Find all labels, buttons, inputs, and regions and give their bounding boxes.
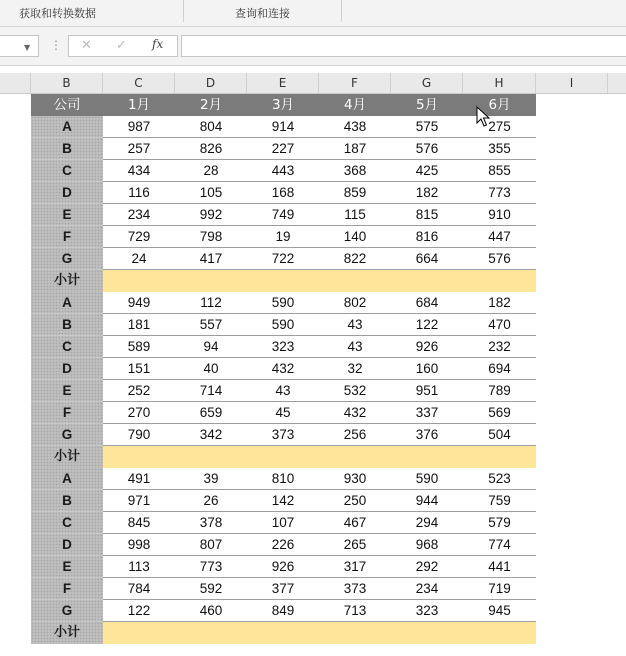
value-cell[interactable]: 187 — [319, 138, 391, 160]
subtotal-label[interactable]: 小计 — [31, 622, 103, 644]
value-cell[interactable]: 181 — [103, 314, 175, 336]
value-cell[interactable]: 115 — [319, 204, 391, 226]
value-cell[interactable]: 589 — [103, 336, 175, 358]
company-cell[interactable]: F — [31, 578, 103, 600]
value-cell[interactable]: 425 — [391, 160, 463, 182]
table-row — [0, 182, 626, 204]
value-cell[interactable]: 575 — [391, 116, 463, 138]
value-cell[interactable]: 438 — [319, 116, 391, 138]
value-cell[interactable]: 377 — [247, 578, 319, 600]
value-cell[interactable]: 43 — [319, 314, 391, 336]
header-cell-month[interactable]: 3月 — [247, 94, 319, 116]
value-cell[interactable]: 275 — [463, 116, 536, 138]
table-row — [0, 204, 626, 226]
ribbon-group-get-transform-data[interactable]: 获取和转换数据 — [19, 7, 96, 20]
subtotal-fill[interactable] — [103, 446, 536, 468]
value-cell[interactable]: 491 — [103, 468, 175, 490]
value-cell[interactable]: 317 — [319, 556, 391, 578]
formula-buttons — [68, 35, 178, 57]
value-cell[interactable]: 32 — [319, 358, 391, 380]
value-cell[interactable]: 160 — [391, 358, 463, 380]
table-row — [0, 138, 626, 160]
subtotal-row — [0, 446, 626, 468]
value-cell[interactable]: 773 — [175, 556, 247, 578]
company-cell[interactable]: D — [31, 358, 103, 380]
value-cell[interactable]: 684 — [391, 292, 463, 314]
table-row — [0, 336, 626, 358]
formula-input[interactable] — [181, 35, 626, 57]
value-cell[interactable]: 815 — [391, 204, 463, 226]
value-cell[interactable]: 105 — [175, 182, 247, 204]
value-cell[interactable]: 849 — [247, 600, 319, 622]
value-cell[interactable]: 579 — [463, 512, 536, 534]
value-cell[interactable]: 504 — [463, 424, 536, 446]
company-cell[interactable]: B — [31, 314, 103, 336]
value-cell[interactable]: 151 — [103, 358, 175, 380]
company-cell[interactable]: A — [31, 116, 103, 138]
value-cell[interactable]: 664 — [391, 248, 463, 270]
company-cell[interactable]: C — [31, 336, 103, 358]
cancel-icon[interactable]: ✕ — [81, 38, 92, 53]
value-cell[interactable]: 722 — [247, 248, 319, 270]
column-header-partial[interactable] — [608, 73, 626, 93]
value-cell[interactable]: 142 — [247, 490, 319, 512]
column-header-d[interactable]: D — [175, 73, 247, 93]
value-cell[interactable]: 557 — [175, 314, 247, 336]
value-cell[interactable]: 845 — [103, 512, 175, 534]
table-row — [0, 292, 626, 314]
value-cell[interactable]: 256 — [319, 424, 391, 446]
value-cell[interactable]: 789 — [463, 380, 536, 402]
table-row — [0, 160, 626, 182]
value-cell[interactable]: 168 — [247, 182, 319, 204]
value-cell[interactable]: 790 — [103, 424, 175, 446]
value-cell[interactable]: 590 — [391, 468, 463, 490]
value-cell[interactable]: 470 — [463, 314, 536, 336]
value-cell[interactable]: 926 — [247, 556, 319, 578]
column-header-i[interactable]: I — [536, 73, 608, 93]
table-row — [0, 600, 626, 622]
value-cell[interactable]: 576 — [391, 138, 463, 160]
value-cell[interactable]: 39 — [175, 468, 247, 490]
value-cell[interactable]: 323 — [247, 336, 319, 358]
table-row — [0, 226, 626, 248]
value-cell[interactable]: 337 — [391, 402, 463, 424]
column-header-partial[interactable] — [0, 73, 31, 93]
value-cell[interactable]: 265 — [319, 534, 391, 556]
value-cell[interactable]: 822 — [319, 248, 391, 270]
table-row — [0, 490, 626, 512]
value-cell[interactable]: 719 — [463, 578, 536, 600]
chevron-down-icon[interactable]: ▼ — [24, 43, 31, 52]
value-cell[interactable]: 378 — [175, 512, 247, 534]
value-cell[interactable]: 944 — [391, 490, 463, 512]
value-cell[interactable]: 816 — [391, 226, 463, 248]
value-cell[interactable]: 40 — [175, 358, 247, 380]
table-row — [0, 578, 626, 600]
value-cell[interactable]: 252 — [103, 380, 175, 402]
value-cell[interactable]: 376 — [391, 424, 463, 446]
value-cell[interactable]: 447 — [463, 226, 536, 248]
header-cell-month[interactable]: 5月 — [391, 94, 463, 116]
value-cell[interactable]: 467 — [319, 512, 391, 534]
value-cell[interactable]: 113 — [103, 556, 175, 578]
confirm-icon[interactable]: ✓ — [116, 38, 127, 53]
company-cell[interactable]: B — [31, 138, 103, 160]
company-cell[interactable]: A — [31, 468, 103, 490]
value-cell[interactable]: 592 — [175, 578, 247, 600]
table-row — [0, 358, 626, 380]
value-cell[interactable]: 759 — [463, 490, 536, 512]
value-cell[interactable]: 774 — [463, 534, 536, 556]
table-row — [0, 380, 626, 402]
value-cell[interactable]: 182 — [463, 292, 536, 314]
value-cell[interactable]: 532 — [319, 380, 391, 402]
company-cell[interactable]: F — [31, 226, 103, 248]
value-cell[interactable]: 590 — [247, 314, 319, 336]
company-cell[interactable]: G — [31, 424, 103, 446]
name-box[interactable] — [0, 35, 39, 57]
table-row — [0, 468, 626, 490]
value-cell[interactable]: 798 — [175, 226, 247, 248]
value-cell[interactable]: 443 — [247, 160, 319, 182]
value-cell[interactable]: 968 — [391, 534, 463, 556]
value-cell[interactable]: 182 — [391, 182, 463, 204]
value-cell[interactable]: 441 — [463, 556, 536, 578]
table-row — [0, 116, 626, 138]
value-cell[interactable]: 804 — [175, 116, 247, 138]
column-header-h[interactable]: H — [463, 73, 536, 93]
subtotal-row — [0, 622, 626, 644]
column-header-e[interactable]: E — [247, 73, 319, 93]
table-row — [0, 402, 626, 424]
value-cell[interactable]: 773 — [463, 182, 536, 204]
value-cell[interactable]: 951 — [391, 380, 463, 402]
value-cell[interactable]: 417 — [175, 248, 247, 270]
value-cell[interactable]: 926 — [391, 336, 463, 358]
value-cell[interactable]: 250 — [319, 490, 391, 512]
value-cell[interactable]: 694 — [463, 358, 536, 380]
value-cell[interactable]: 807 — [175, 534, 247, 556]
value-cell[interactable]: 914 — [247, 116, 319, 138]
table-row — [0, 534, 626, 556]
table-row — [0, 556, 626, 578]
company-cell[interactable]: D — [31, 182, 103, 204]
value-cell[interactable]: 910 — [463, 204, 536, 226]
value-cell[interactable]: 945 — [463, 600, 536, 622]
value-cell[interactable]: 729 — [103, 226, 175, 248]
ribbon-divider — [341, 0, 342, 22]
value-cell[interactable]: 227 — [247, 138, 319, 160]
value-cell[interactable]: 659 — [175, 402, 247, 424]
company-cell[interactable]: B — [31, 490, 103, 512]
value-cell[interactable]: 112 — [175, 292, 247, 314]
subtotal-fill[interactable] — [103, 622, 536, 644]
ribbon — [0, 0, 626, 27]
value-cell[interactable]: 590 — [247, 292, 319, 314]
value-cell[interactable]: 342 — [175, 424, 247, 446]
subtotal-label[interactable]: 小计 — [31, 270, 103, 292]
value-cell[interactable]: 434 — [103, 160, 175, 182]
mouse-cursor-icon — [476, 106, 490, 128]
value-cell[interactable]: 368 — [319, 160, 391, 182]
value-cell[interactable]: 749 — [247, 204, 319, 226]
subtotal-fill[interactable] — [103, 270, 536, 292]
company-cell[interactable]: E — [31, 204, 103, 226]
value-cell[interactable]: 43 — [319, 336, 391, 358]
value-cell[interactable]: 373 — [319, 578, 391, 600]
value-cell[interactable]: 810 — [247, 468, 319, 490]
value-cell[interactable]: 855 — [463, 160, 536, 182]
company-cell[interactable]: D — [31, 534, 103, 556]
header-cell-month[interactable]: 1月 — [103, 94, 175, 116]
value-cell[interactable]: 226 — [247, 534, 319, 556]
company-cell[interactable]: E — [31, 556, 103, 578]
company-cell[interactable]: C — [31, 160, 103, 182]
value-cell[interactable]: 784 — [103, 578, 175, 600]
subtotal-row — [0, 270, 626, 292]
value-cell[interactable]: 122 — [391, 314, 463, 336]
table-row — [0, 424, 626, 446]
fx-icon[interactable]: fx — [152, 37, 164, 51]
company-cell[interactable]: F — [31, 402, 103, 424]
column-header-g[interactable]: G — [391, 73, 463, 93]
value-cell[interactable]: 270 — [103, 402, 175, 424]
ribbon-group-queries-connections[interactable]: 查询和连接 — [235, 7, 290, 20]
company-cell[interactable]: C — [31, 512, 103, 534]
value-cell[interactable]: 257 — [103, 138, 175, 160]
value-cell[interactable]: 234 — [103, 204, 175, 226]
value-cell[interactable]: 714 — [175, 380, 247, 402]
value-cell[interactable]: 26 — [175, 490, 247, 512]
value-cell[interactable]: 992 — [175, 204, 247, 226]
value-cell[interactable]: 826 — [175, 138, 247, 160]
value-cell[interactable]: 45 — [247, 402, 319, 424]
formula-bar — [0, 27, 626, 66]
value-cell[interactable]: 140 — [319, 226, 391, 248]
value-cell[interactable]: 460 — [175, 600, 247, 622]
value-cell[interactable]: 998 — [103, 534, 175, 556]
company-cell[interactable]: A — [31, 292, 103, 314]
value-cell[interactable]: 949 — [103, 292, 175, 314]
value-cell[interactable]: 232 — [463, 336, 536, 358]
value-cell[interactable]: 234 — [391, 578, 463, 600]
table-header-row — [0, 94, 626, 116]
value-cell[interactable]: 294 — [391, 512, 463, 534]
value-cell[interactable]: 802 — [319, 292, 391, 314]
column-header-bar — [0, 73, 626, 94]
value-cell[interactable]: 94 — [175, 336, 247, 358]
column-header-c[interactable]: C — [103, 73, 175, 93]
table-row — [0, 512, 626, 534]
value-cell[interactable]: 122 — [103, 600, 175, 622]
value-cell[interactable]: 859 — [319, 182, 391, 204]
value-cell[interactable]: 116 — [103, 182, 175, 204]
column-header-f[interactable]: F — [319, 73, 391, 93]
value-cell[interactable]: 43 — [247, 380, 319, 402]
company-cell[interactable]: G — [31, 248, 103, 270]
value-cell[interactable]: 373 — [247, 424, 319, 446]
table-row — [0, 248, 626, 270]
grip-icon: ⋮ — [50, 38, 62, 52]
value-cell[interactable]: 930 — [319, 468, 391, 490]
column-header-b[interactable]: B — [31, 73, 103, 93]
value-cell[interactable]: 713 — [319, 600, 391, 622]
value-cell[interactable]: 323 — [391, 600, 463, 622]
value-cell[interactable]: 28 — [175, 160, 247, 182]
header-cell-company[interactable]: 公司 — [31, 94, 103, 116]
value-cell[interactable]: 355 — [463, 138, 536, 160]
value-cell[interactable]: 432 — [319, 402, 391, 424]
value-cell[interactable]: 292 — [391, 556, 463, 578]
value-cell[interactable]: 987 — [103, 116, 175, 138]
value-cell[interactable]: 523 — [463, 468, 536, 490]
value-cell[interactable]: 19 — [247, 226, 319, 248]
header-cell-month[interactable]: 2月 — [175, 94, 247, 116]
value-cell[interactable]: 576 — [463, 248, 536, 270]
value-cell[interactable]: 24 — [103, 248, 175, 270]
company-cell[interactable]: G — [31, 600, 103, 622]
value-cell[interactable]: 107 — [247, 512, 319, 534]
value-cell[interactable]: 971 — [103, 490, 175, 512]
company-cell[interactable]: E — [31, 380, 103, 402]
header-cell-month[interactable]: 4月 — [319, 94, 391, 116]
subtotal-label[interactable]: 小计 — [31, 446, 103, 468]
table-row — [0, 314, 626, 336]
value-cell[interactable]: 569 — [463, 402, 536, 424]
header-cell-month[interactable]: 6月 — [463, 94, 536, 116]
value-cell[interactable]: 432 — [247, 358, 319, 380]
